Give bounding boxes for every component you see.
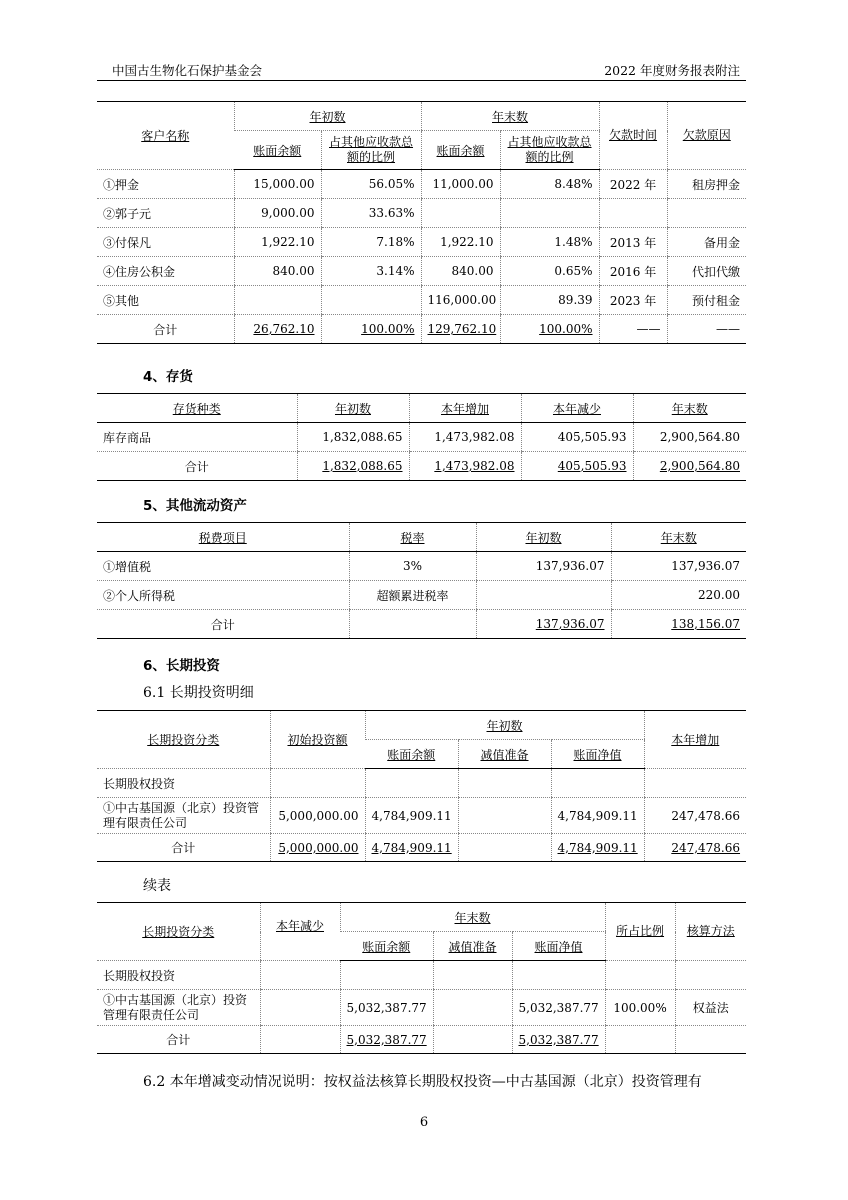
table-row	[97, 286, 746, 315]
cell: 2013 年	[599, 228, 667, 257]
cell: 2,900,564.80	[659, 459, 740, 473]
cell: 5,032,387.77	[512, 990, 605, 1026]
header-right: 2022 年度财务报表附注	[604, 63, 740, 78]
col-net: 账面净值	[512, 932, 605, 961]
section-title-long-term-investment: 6、长期投资	[143, 658, 220, 674]
cell	[433, 1026, 512, 1054]
cell	[234, 286, 321, 315]
cell: 840.00	[421, 257, 500, 286]
col-header: 本年减少	[521, 394, 633, 423]
cell: 5,000,000.00	[278, 840, 359, 855]
col-header: 年初数	[297, 394, 409, 423]
col-category: 长期投资分类	[97, 903, 260, 961]
table-row	[97, 552, 746, 581]
cell: 137,936.07	[476, 552, 611, 581]
cell: 26,762.10	[253, 322, 315, 336]
cell: 权益法	[675, 990, 746, 1026]
cell: 2,900,564.80	[633, 423, 746, 452]
cell: ④住房公积金	[97, 257, 234, 286]
cell: 1,832,088.65	[322, 459, 403, 473]
cell: 1.48%	[500, 228, 599, 257]
cell: 840.00	[234, 257, 321, 286]
section-title-inventory: 4、存货	[143, 369, 193, 385]
cell: 100.00%	[539, 322, 593, 336]
cell: ①增值税	[97, 552, 349, 581]
cell: 库存商品	[97, 423, 297, 452]
cell	[605, 1026, 675, 1054]
cell	[260, 1026, 340, 1054]
col-method: 核算方法	[675, 903, 746, 961]
cell: 100.00%	[361, 322, 415, 336]
cell: 2022 年	[599, 170, 667, 199]
col-begin: 年初数	[234, 102, 421, 131]
cell: 1,922.10	[421, 228, 500, 257]
table-row	[97, 199, 746, 228]
col-header: 年末数	[633, 394, 746, 423]
cell: 0.65%	[500, 257, 599, 286]
cell	[433, 990, 512, 1026]
table-row	[97, 581, 746, 610]
cell: 代扣代缴	[667, 257, 746, 286]
cell: 15,000.00	[234, 170, 321, 199]
inventory-table	[97, 393, 746, 481]
col-ratio: 所占比例	[605, 903, 675, 961]
cell: 长期股权投资	[97, 961, 260, 990]
col-header: 年初数	[476, 523, 611, 552]
cell: ⑤其他	[97, 286, 234, 315]
cell: ③付保凡	[97, 228, 234, 257]
total-row	[97, 834, 746, 862]
cell	[421, 199, 500, 228]
cell: 合计	[184, 459, 209, 474]
table-row	[97, 170, 746, 199]
col-balance: 账面余额	[365, 740, 458, 769]
cell: 1,473,982.08	[434, 459, 515, 473]
cell: 5,032,387.77	[518, 1032, 599, 1047]
col-balance: 账面余额	[340, 932, 433, 961]
col-customer-name: 客户名称	[97, 102, 234, 170]
cell: 4,784,909.11	[371, 840, 452, 855]
cell	[599, 199, 667, 228]
col-end-balance: 账面余额	[421, 131, 500, 170]
cell: 3%	[349, 552, 476, 581]
cell: 11,000.00	[421, 170, 500, 199]
change-note: 6.2 本年增减变动情况说明：按权益法核算长期股权投资—中古基国源（北京）投资管理有	[143, 1074, 702, 1090]
cell: 1,473,982.08	[409, 423, 521, 452]
cell: 合计	[166, 1033, 191, 1047]
col-header: 年末数	[611, 523, 746, 552]
col-initial: 初始投资额	[270, 711, 365, 769]
cell: 129,762.10	[427, 322, 497, 336]
cell	[476, 581, 611, 610]
cell: 116,000.00	[421, 286, 500, 315]
cell: ①中古基国源（北京）投资管理有限责任公司	[97, 990, 260, 1026]
cell: 超额累进税率	[349, 581, 476, 610]
col-end: 年末数	[421, 102, 599, 131]
cell: 租房押金	[667, 170, 746, 199]
cell: 137,936.07	[611, 552, 746, 581]
cell: 4,784,909.11	[557, 840, 638, 855]
cell: 89.39	[500, 286, 599, 315]
cell	[349, 610, 476, 639]
receivables-table	[97, 101, 746, 344]
cell: 405,505.93	[521, 423, 633, 452]
cell: ②个人所得税	[97, 581, 349, 610]
cell: 合计	[171, 841, 196, 855]
table-row	[97, 228, 746, 257]
col-category: 长期投资分类	[97, 711, 270, 769]
cell: 预付租金	[667, 286, 746, 315]
cell: 5,032,387.77	[346, 1032, 427, 1047]
cell: 5,000,000.00	[270, 798, 365, 834]
cell: 247,478.66	[644, 798, 746, 834]
cell: ——	[599, 315, 667, 344]
cell	[667, 199, 746, 228]
cell: 138,156.07	[671, 617, 740, 631]
cell: 9,000.00	[234, 199, 321, 228]
cell: 5,032,387.77	[340, 990, 433, 1026]
col-header: 存货种类	[97, 394, 297, 423]
cell: ——	[667, 315, 746, 344]
header-rule	[97, 80, 746, 81]
cell: 7.18%	[321, 228, 421, 257]
total-row	[97, 315, 746, 344]
cell: ②郭子元	[97, 199, 234, 228]
cell: 2016 年	[599, 257, 667, 286]
cell: 合计	[153, 322, 178, 337]
page-number: 6	[419, 1115, 429, 1130]
col-header: 本年增加	[409, 394, 521, 423]
cell: ①中古基国源（北京）投资管理有限责任公司	[97, 798, 270, 834]
cell: 405,505.93	[557, 459, 627, 473]
cell: ①押金	[97, 170, 234, 199]
table-row	[97, 769, 746, 798]
cell: 长期股权投资	[97, 769, 270, 798]
cell	[458, 834, 551, 862]
table-row	[97, 961, 746, 990]
subsection-title: 6.1 长期投资明细	[143, 685, 254, 701]
cell	[500, 199, 599, 228]
col-begin-balance: 账面余额	[234, 131, 321, 170]
cell: 220.00	[611, 581, 746, 610]
cell: 33.63%	[321, 199, 421, 228]
col-end-ratio: 占其他应收款总额的比例	[500, 131, 599, 170]
col-begin: 年初数	[365, 711, 644, 740]
col-net: 账面净值	[551, 740, 644, 769]
cell	[675, 1026, 746, 1054]
table-row	[97, 798, 746, 834]
cell: 4,784,909.11	[365, 798, 458, 834]
cell: 1,922.10	[234, 228, 321, 257]
cell: 1,832,088.65	[297, 423, 409, 452]
cell	[260, 990, 340, 1026]
cell: 100.00%	[605, 990, 675, 1026]
cell: 3.14%	[321, 257, 421, 286]
cell	[321, 286, 421, 315]
total-row	[97, 610, 746, 639]
continued-label: 续表	[143, 878, 171, 894]
total-row	[97, 452, 746, 481]
investment-table	[97, 710, 746, 862]
cell	[458, 798, 551, 834]
cell: 2023 年	[599, 286, 667, 315]
cell: 56.05%	[321, 170, 421, 199]
section-title-other-current-assets: 5、其他流动资产	[143, 498, 247, 514]
table-row	[97, 423, 746, 452]
table-row	[97, 257, 746, 286]
cell: 247,478.66	[671, 840, 741, 855]
cell: 备用金	[667, 228, 746, 257]
cell: 137,936.07	[535, 617, 605, 631]
investment-table-continued	[97, 902, 746, 1054]
col-owed-time: 欠款时间	[599, 102, 667, 170]
table-row	[97, 990, 746, 1026]
col-end: 年末数	[340, 903, 605, 932]
col-increase: 本年增加	[644, 711, 746, 769]
tax-table	[97, 522, 746, 639]
col-header: 税费项目	[97, 523, 349, 552]
header-left: 中国古生物化石保护基金会	[112, 63, 263, 78]
col-impairment: 减值准备	[433, 932, 512, 961]
col-decrease: 本年减少	[260, 903, 340, 961]
cell: 4,784,909.11	[551, 798, 644, 834]
cell: 8.48%	[500, 170, 599, 199]
col-begin-ratio: 占其他应收款总额的比例	[321, 131, 421, 170]
col-impairment: 减值准备	[458, 740, 551, 769]
col-owed-reason: 欠款原因	[667, 102, 746, 170]
cell: 合计	[210, 617, 235, 632]
total-row	[97, 1026, 746, 1054]
col-header: 税率	[349, 523, 476, 552]
